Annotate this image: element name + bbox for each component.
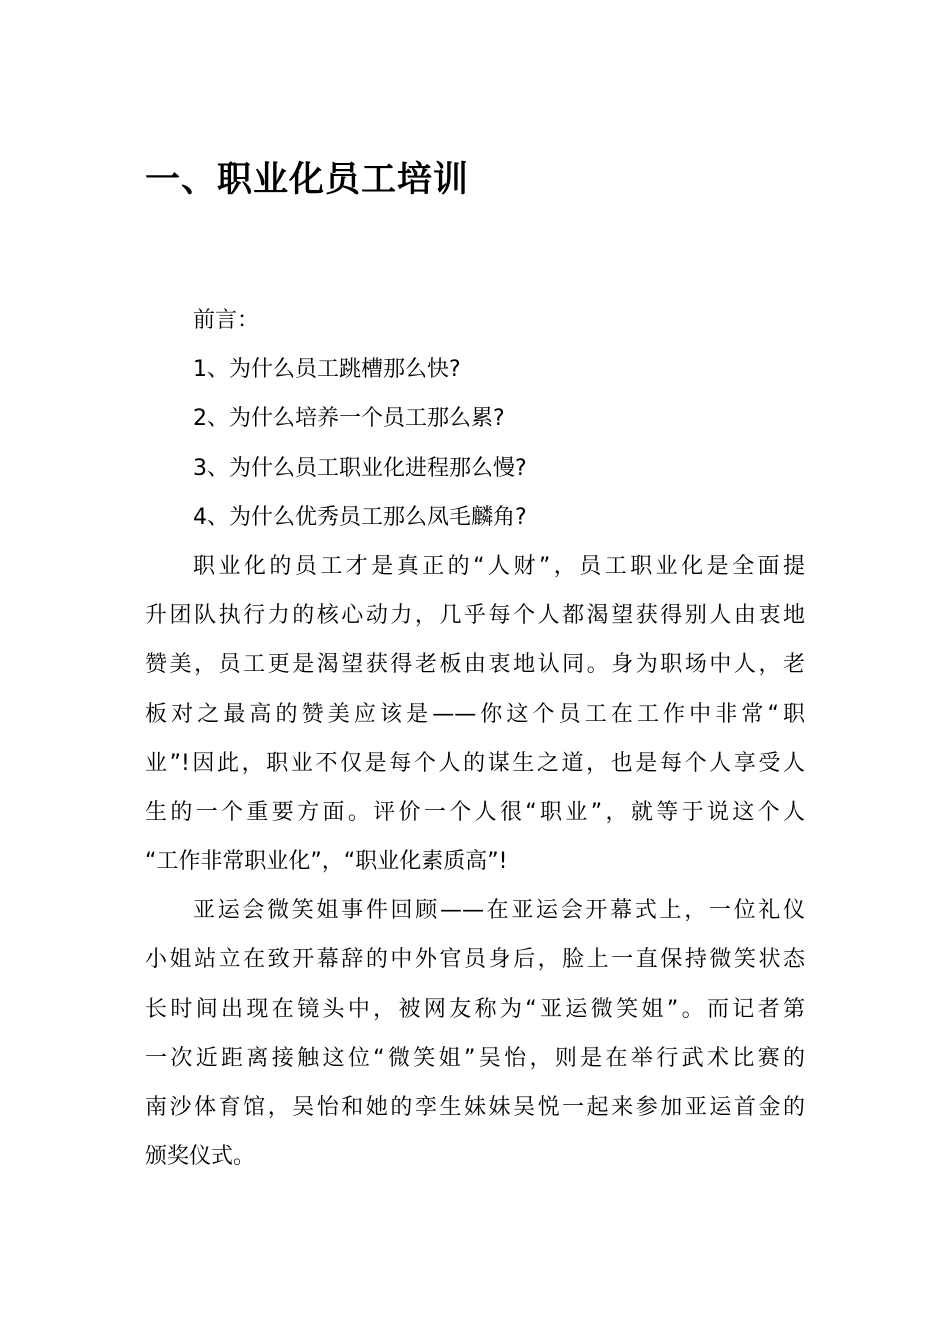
paragraph-1-line-7: “工作非常职业化”，“职业化素质高”! [145, 849, 508, 875]
paragraph-1-line-1: 职业化的员工才是真正的“人财”，员工职业化是全面提 [193, 553, 805, 579]
paragraph-1-line-5: 业”!因此，职业不仅是每个人的谋生之道，也是每个人享受人 [145, 750, 805, 776]
paragraph-2-line-2: 小姐站立在致开幕辞的中外官员身后，脸上一直保持微笑状态 [145, 947, 805, 973]
paragraph-2-line-1: 亚运会微笑姐事件回顾——在亚运会开幕式上，一位礼仪 [193, 898, 805, 924]
paragraph-1-line-3: 赞美，员工更是渴望获得老板由衷地认同。身为职场中人，老 [145, 652, 805, 678]
document-title: 一、职业化员工培训 [145, 160, 470, 200]
paragraph-2-line-5: 南沙体育馆，吴怡和她的孪生妹妹吴悦一起来参加亚运首金的 [145, 1095, 805, 1120]
preface-label: 前言： [193, 308, 260, 333]
paragraph-2-line-6: 颁奖仪式。 [145, 1144, 256, 1170]
document-body [145, 296, 805, 1181]
question-3: 3、为什么员工职业化进程那么慢? [193, 455, 527, 481]
paragraph-1-line-4: 板对之最高的赞美应该是——你这个员工在工作中非常“职 [145, 701, 805, 727]
paragraph-1-line-6: 生的一个重要方面。评价一个人很“职业”，就等于说这个人 [145, 799, 805, 825]
question-2: 2、为什么培养一个员工那么累? [193, 406, 505, 432]
paragraph-1-line-2: 升团队执行力的核心动力，几乎每个人都渴望获得别人由衷地 [145, 603, 805, 629]
question-4: 4、为什么优秀员工那么凤毛麟角? [193, 504, 527, 530]
question-1: 1、为什么员工跳槽那么快? [193, 357, 461, 383]
paragraph-2-line-4: 一次近距离接触这位“微笑姐”吴怡，则是在举行武术比赛的 [145, 1045, 805, 1071]
paragraph-2-line-3: 长时间出现在镜头中，被网友称为“亚运微笑姐”。而记者第 [145, 996, 805, 1022]
